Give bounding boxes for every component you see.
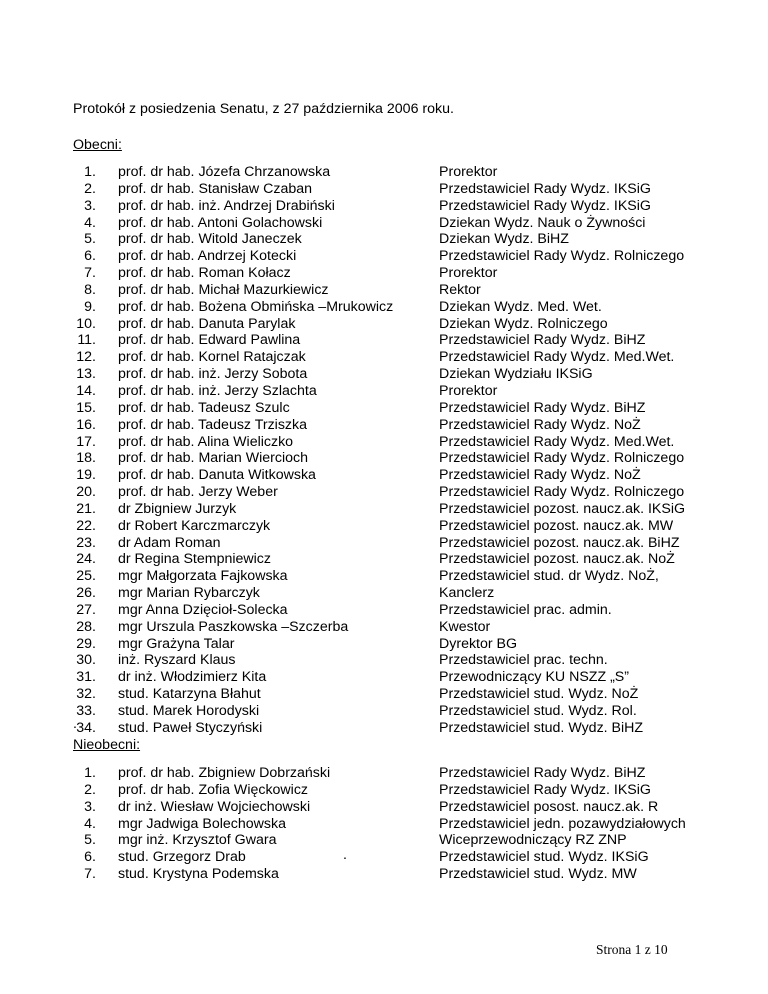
row-number: 2. [84,180,96,197]
present-row [0,282,768,299]
absent-row [0,832,768,849]
person-role: Przedstawiciel Rady Wydz. NoŻ [439,416,641,433]
person-name: prof. dr hab. Bożena Obmińska –Mrukowicz [118,298,394,315]
person-role: Kanclerz [439,585,495,602]
row-number: 7. [84,866,96,883]
row-number: 5. [84,231,96,248]
person-name: dr Regina Stempniewicz [118,551,271,568]
person-role: Kwestor [439,618,491,635]
row-number: 6. [84,248,96,265]
person-name: mgr Małgorzata Fajkowska [118,568,288,585]
person-name: prof. dr hab. inż. Andrzej Drabiński [118,197,335,214]
person-name: prof. dr hab. Witold Janeczek [118,231,302,248]
person-role: Przedstawiciel pozost. naucz.ak. IKSiG [439,500,686,517]
present-row [0,316,768,333]
present-row [0,332,768,349]
person-role: Dziekan Wydziału IKSiG [439,366,593,383]
person-name: stud. Grzegorz Drab [118,849,246,866]
row-number: 11. [77,332,96,349]
present-row [0,434,768,451]
person-name: prof. dr hab. Danuta Parylak [118,315,296,332]
row-number: 6. [84,849,96,866]
absent-row [0,765,768,782]
person-role: Przewodniczący KU NSZZ „S” [439,669,629,686]
person-name: prof. dr hab. Antoni Golachowski [118,214,323,231]
row-number: 2. [84,781,96,798]
person-name: prof. dr hab. Zofia Więckowicz [118,781,309,798]
person-name: mgr Jadwiga Bolechowska [118,815,286,832]
person-name: mgr Anna Dzięcioł-Solecka [118,601,288,618]
person-name: dr Zbigniew Jurzyk [118,500,237,517]
person-role: Przedstawiciel Rady Wydz. IKSiG [439,197,651,214]
person-role: Przedstawiciel stud. Wydz. Rol. [439,703,637,719]
page-footer: Strona 1 z 10 [596,942,668,957]
present-row [0,636,768,653]
present-row [0,417,768,434]
person-role: Prorektor [439,164,498,180]
present-row [0,299,768,316]
present-row [0,248,768,265]
person-role: Przedstawiciel pozost. naucz.ak. MW [439,517,674,534]
present-row [0,669,768,686]
person-name: dr inż. Włodzimierz Kita [118,669,267,686]
row-number: 32. [76,686,96,703]
person-role: Przedstawiciel stud. Wydz. NoŻ [439,686,639,703]
separator-dot: . [73,716,77,732]
stray-dot: . [343,847,347,863]
row-number: 33. [76,703,96,719]
present-list [0,164,768,737]
person-name: inż. Ryszard Klaus [118,652,236,669]
person-name: prof. dr hab. Edward Pawlina [118,332,301,349]
row-number: 16. [76,416,96,433]
person-role: Przedstawiciel Rady Wydz. BiHZ [439,399,646,416]
person-role: Przedstawiciel pozost. naucz.ak. NoŻ [439,551,675,568]
person-role: Dziekan Wydz. BiHZ [439,231,569,248]
row-number: 25. [76,568,96,585]
row-number: 3. [84,197,96,214]
row-number: 31. [76,669,96,686]
present-row [0,484,768,501]
row-number: 27. [76,601,96,618]
present-row [0,164,768,181]
person-name: mgr Urszula Paszkowska –Szczerba [118,618,349,635]
row-number: 24. [76,551,96,568]
present-row [0,501,768,518]
person-role: Przedstawiciel pozost. naucz.ak. BiHZ [439,534,680,551]
person-name: prof. dr hab. Stanisław Czaban [118,180,313,197]
person-name: dr Adam Roman [118,534,221,551]
row-number: 4. [84,214,96,231]
person-name: stud. Katarzyna Błahut [118,686,261,703]
person-name: prof. dr hab. Danuta Witkowska [118,467,316,484]
person-role: Przedstawiciel posost. naucz.ak. R [439,798,659,815]
row-number: 13. [76,366,96,383]
person-role: Przedstawiciel Rady Wydz. BiHZ [439,765,646,781]
person-name: mgr Grażyna Talar [118,635,235,652]
person-role: Przedstawiciel Rady Wydz. Med.Wet. [439,349,675,366]
row-number: 3. [84,798,96,815]
person-role: Przedstawiciel jedn. pozawydziałowych [439,815,686,832]
present-row [0,551,768,568]
present-row [0,619,768,636]
present-row [0,450,768,467]
person-name: mgr inż. Krzysztof Gwara [118,832,277,849]
person-name: prof. dr hab. inż. Jerzy Sobota [118,366,308,383]
present-row [0,349,768,366]
person-role: Przedstawiciel prac. techn. [439,652,608,669]
present-row [0,231,768,248]
person-role: Przedstawiciel Rady Wydz. NoŻ [439,467,641,484]
row-number: 18. [76,450,96,467]
row-number: 14. [76,382,96,399]
absent-row [0,866,768,883]
present-row [0,720,768,737]
row-number: 23. [76,534,96,551]
row-number: 34. [76,719,96,736]
absent-list [0,765,768,883]
person-name: stud. Marek Horodyski [118,703,260,719]
row-number: 26. [76,585,96,602]
row-number: 15. [76,399,96,416]
person-name: stud. Paweł Styczyński [118,719,263,736]
present-row [0,467,768,484]
absent-row [0,849,768,866]
person-name: prof. dr hab. Kornel Ratajczak [118,349,306,366]
person-role: Prorektor [439,382,498,399]
row-number: 7. [84,265,96,282]
person-role: Przedstawiciel Rady Wydz. Med.Wet. [439,433,675,450]
row-number: 12. [76,349,96,366]
present-row [0,198,768,215]
person-role: Przedstawiciel Rady Wydz. IKSiG [439,781,651,798]
document-title: Protokół z posiedzenia Senatu, z 27 października 2006 roku. [73,101,454,117]
person-role: Prorektor [439,265,498,282]
person-role: Przedstawiciel Rady Wydz. Rolniczego [439,484,685,501]
row-number: 29. [76,635,96,652]
row-number: 22. [76,517,96,534]
person-name: dr Robert Karczmarczyk [118,517,271,534]
absent-row [0,816,768,833]
person-name: stud. Krystyna Podemska [118,866,279,883]
person-name: prof. dr hab. Józefa Chrzanowska [118,164,331,180]
person-role: Wiceprzewodniczący RZ ZNP [439,832,627,849]
person-role: Przedstawiciel Rady Wydz. Rolniczego [439,248,685,265]
person-name: prof. dr hab. Tadeusz Szulc [118,399,290,416]
person-name: prof. dr hab. Roman Kołacz [118,265,291,282]
present-row [0,686,768,703]
person-role: Przedstawiciel stud. Wydz. IKSiG [439,849,649,866]
row-number: 8. [84,281,96,298]
present-row [0,181,768,198]
absent-row [0,782,768,799]
present-row [0,400,768,417]
person-role: Przedstawiciel Rady Wydz. IKSiG [439,180,651,197]
present-row [0,703,768,720]
person-name: prof. dr hab. Michał Mazurkiewicz [118,281,329,298]
person-role: Przedstawiciel prac. admin. [439,601,612,618]
row-number: 5. [84,832,96,849]
person-name: dr inż. Wiesław Wojciechowski [118,798,311,815]
row-number: 28. [76,618,96,635]
row-number: 1. [84,164,96,180]
person-name: prof. dr hab. Marian Wiercioch [118,450,309,467]
person-role: Rektor [439,281,481,298]
present-row [0,265,768,282]
row-number: 17. [76,433,96,450]
present-row [0,535,768,552]
person-name: prof. dr hab. Jerzy Weber [118,484,278,501]
row-number: 21. [76,500,96,517]
person-name: prof. dr hab. Alina Wieliczko [118,433,294,450]
present-row [0,518,768,535]
present-row [0,366,768,383]
person-role: Przedstawiciel stud. Wydz. MW [439,866,637,883]
row-number: 9. [84,298,96,315]
absent-heading: Nieobecni: [73,737,141,753]
present-row [0,652,768,669]
absent-row [0,799,768,816]
person-role: Przedstawiciel Rady Wydz. Rolniczego [439,450,685,467]
row-number: 4. [84,815,96,832]
row-number: 20. [76,484,96,501]
person-role: Dziekan Wydz. Rolniczego [439,315,608,332]
present-heading: Obecni: [73,137,122,153]
row-number: 10. [76,315,96,332]
person-name: prof. dr hab. inż. Jerzy Szlachta [118,382,317,399]
present-row [0,585,768,602]
person-name: mgr Marian Rybarczyk [118,585,260,602]
person-name: prof. dr hab. Zbigniew Dobrzański [118,765,331,781]
row-number: 1. [84,765,96,781]
person-role: Przedstawiciel stud. dr Wydz. NoŻ, [439,568,659,585]
person-role: Przedstawiciel stud. Wydz. BiHZ [439,719,644,736]
present-row [0,568,768,585]
person-role: Dziekan Wydz. Med. Wet. [439,298,602,315]
row-number: 19. [76,467,96,484]
person-role: Przedstawiciel Rady Wydz. BiHZ [439,332,646,349]
present-row [0,383,768,400]
person-role: Dziekan Wydz. Nauk o Żywności [439,214,646,231]
present-row [0,602,768,619]
row-number: 30. [76,652,96,669]
person-name: prof. dr hab. Andrzej Kotecki [118,248,297,265]
present-row [0,215,768,232]
person-name: prof. dr hab. Tadeusz Trziszka [118,416,307,433]
person-role: Dyrektor BG [439,635,518,652]
